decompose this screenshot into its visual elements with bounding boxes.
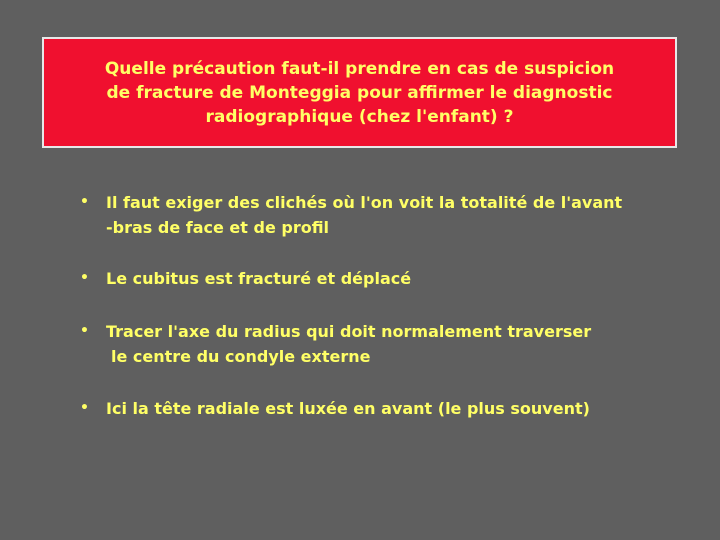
bullet-item <box>78 190 698 240</box>
question-title <box>97 57 622 129</box>
bullet-item <box>78 319 698 369</box>
question-title-box <box>42 37 677 148</box>
bullet-item <box>78 266 698 291</box>
bullet-text-line: Tracer l'axe du radius qui doit normalement traverser <box>106 322 592 341</box>
bullet-text-line: Le cubitus est fracturé et déplacé <box>106 269 412 288</box>
bullet-icon: • <box>80 323 89 339</box>
title-line: Quelle précaution faut-il prendre en cas de suspicion <box>104 58 615 79</box>
bullet-item <box>78 396 698 421</box>
bullet-text-line: le centre du condyle externe <box>111 347 371 366</box>
bullet-text-line: -bras de face et de profil <box>106 218 330 237</box>
bullet-icon: • <box>80 194 89 210</box>
answer-bullet-list <box>78 190 698 421</box>
title-line: de fracture de Monteggia pour affirmer le diagnostic <box>106 82 613 103</box>
bullet-text-line: Il faut exiger des clichés où l'on voit la totalité de l'avant <box>106 193 623 212</box>
bullet-icon: • <box>80 400 89 416</box>
title-line: radiographique (chez l'enfant) ? <box>205 106 514 127</box>
bullet-icon: • <box>80 270 89 286</box>
bullet-text-line: Ici la tête radiale est luxée en avant (le plus souvent) <box>106 399 590 418</box>
